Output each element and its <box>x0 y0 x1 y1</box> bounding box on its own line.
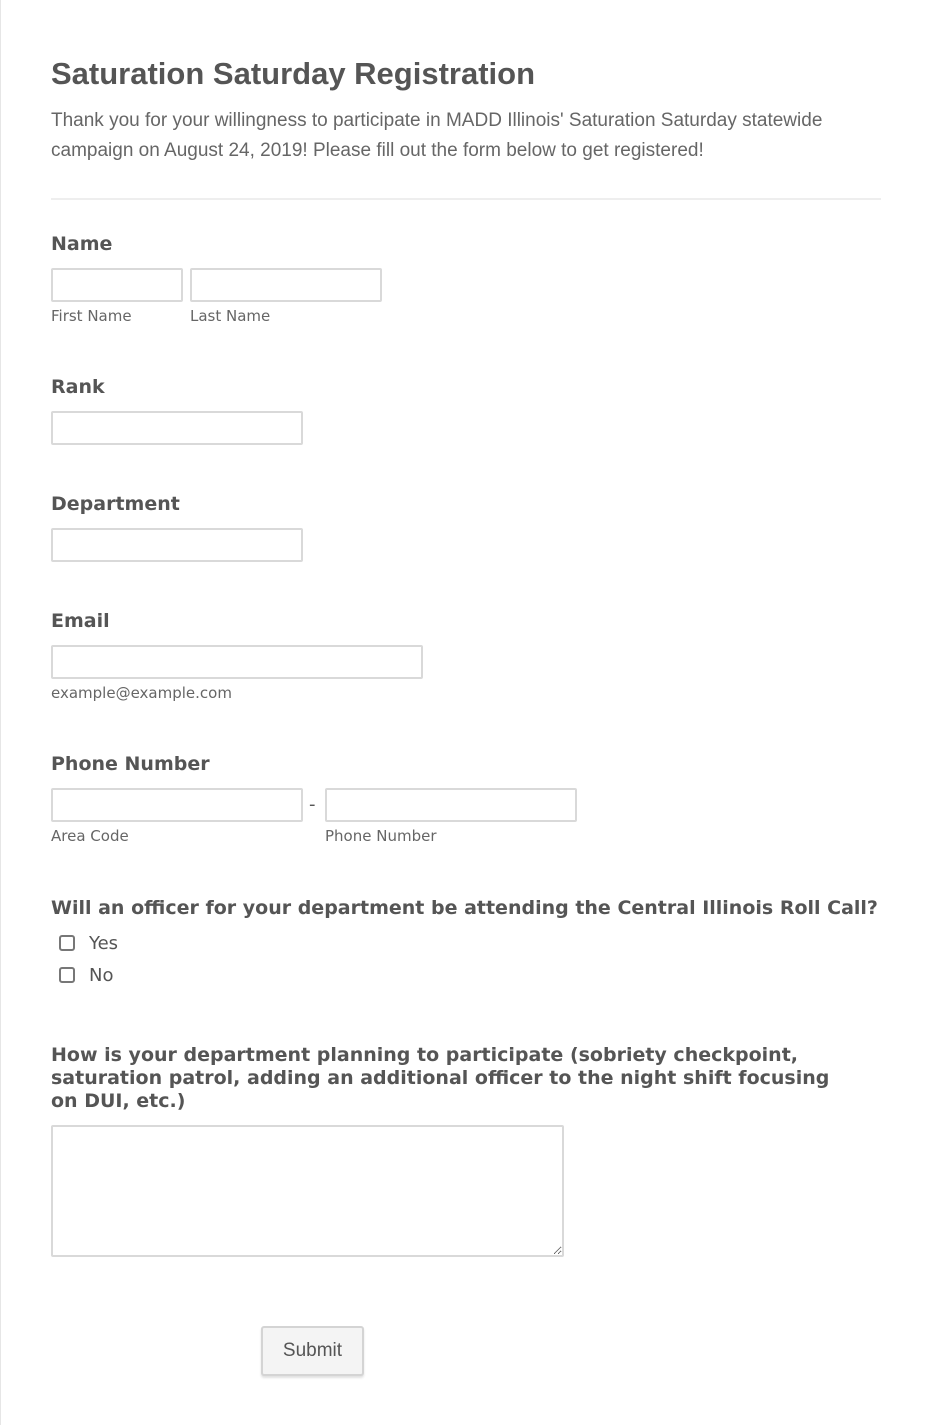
email-label: Email <box>51 610 110 632</box>
checkbox-icon[interactable] <box>59 967 75 983</box>
roll-call-question: Will an officer for your department be attending the Central Illinois Roll Call? <box>51 897 878 919</box>
department-input[interactable] <box>51 528 303 562</box>
option-label: No <box>89 964 114 986</box>
participation-question: How is your department planning to participate (sobriety checkpoint, saturation patrol, adding an additional officer to the night shift focusing on DUI, etc.) <box>51 1044 830 1112</box>
submit-button[interactable]: Submit <box>261 1326 364 1376</box>
rank-input[interactable] <box>51 411 303 445</box>
first-name-sublabel: First Name <box>51 307 132 325</box>
last-name-sublabel: Last Name <box>190 307 271 325</box>
form-title: Saturation Saturday Registration <box>51 56 536 91</box>
phone-number-sublabel: Phone Number <box>325 827 437 845</box>
email-input[interactable] <box>51 645 423 679</box>
phone-number-input[interactable] <box>325 788 577 822</box>
last-name-input[interactable] <box>190 268 382 302</box>
area-code-input[interactable] <box>51 788 303 822</box>
name-label: Name <box>51 233 113 255</box>
roll-call-option-yes[interactable] <box>59 931 118 955</box>
rank-label: Rank <box>51 376 105 398</box>
email-sublabel: example@example.com <box>51 684 232 702</box>
option-label: Yes <box>89 932 119 954</box>
checkbox-icon[interactable] <box>59 935 75 951</box>
phone-separator: - <box>309 794 316 815</box>
participation-textarea[interactable] <box>51 1125 564 1257</box>
area-code-sublabel: Area Code <box>51 827 129 845</box>
roll-call-option-no[interactable] <box>59 963 113 987</box>
form-description: Thank you for your willingness to participate in MADD Illinois' Saturation Saturday statewide campaign on August 24, 2019! Please fill out the form below to get registered! <box>51 110 823 161</box>
department-label: Department <box>51 493 180 515</box>
phone-label: Phone Number <box>51 753 210 775</box>
first-name-input[interactable] <box>51 268 183 302</box>
header-divider <box>51 198 881 200</box>
